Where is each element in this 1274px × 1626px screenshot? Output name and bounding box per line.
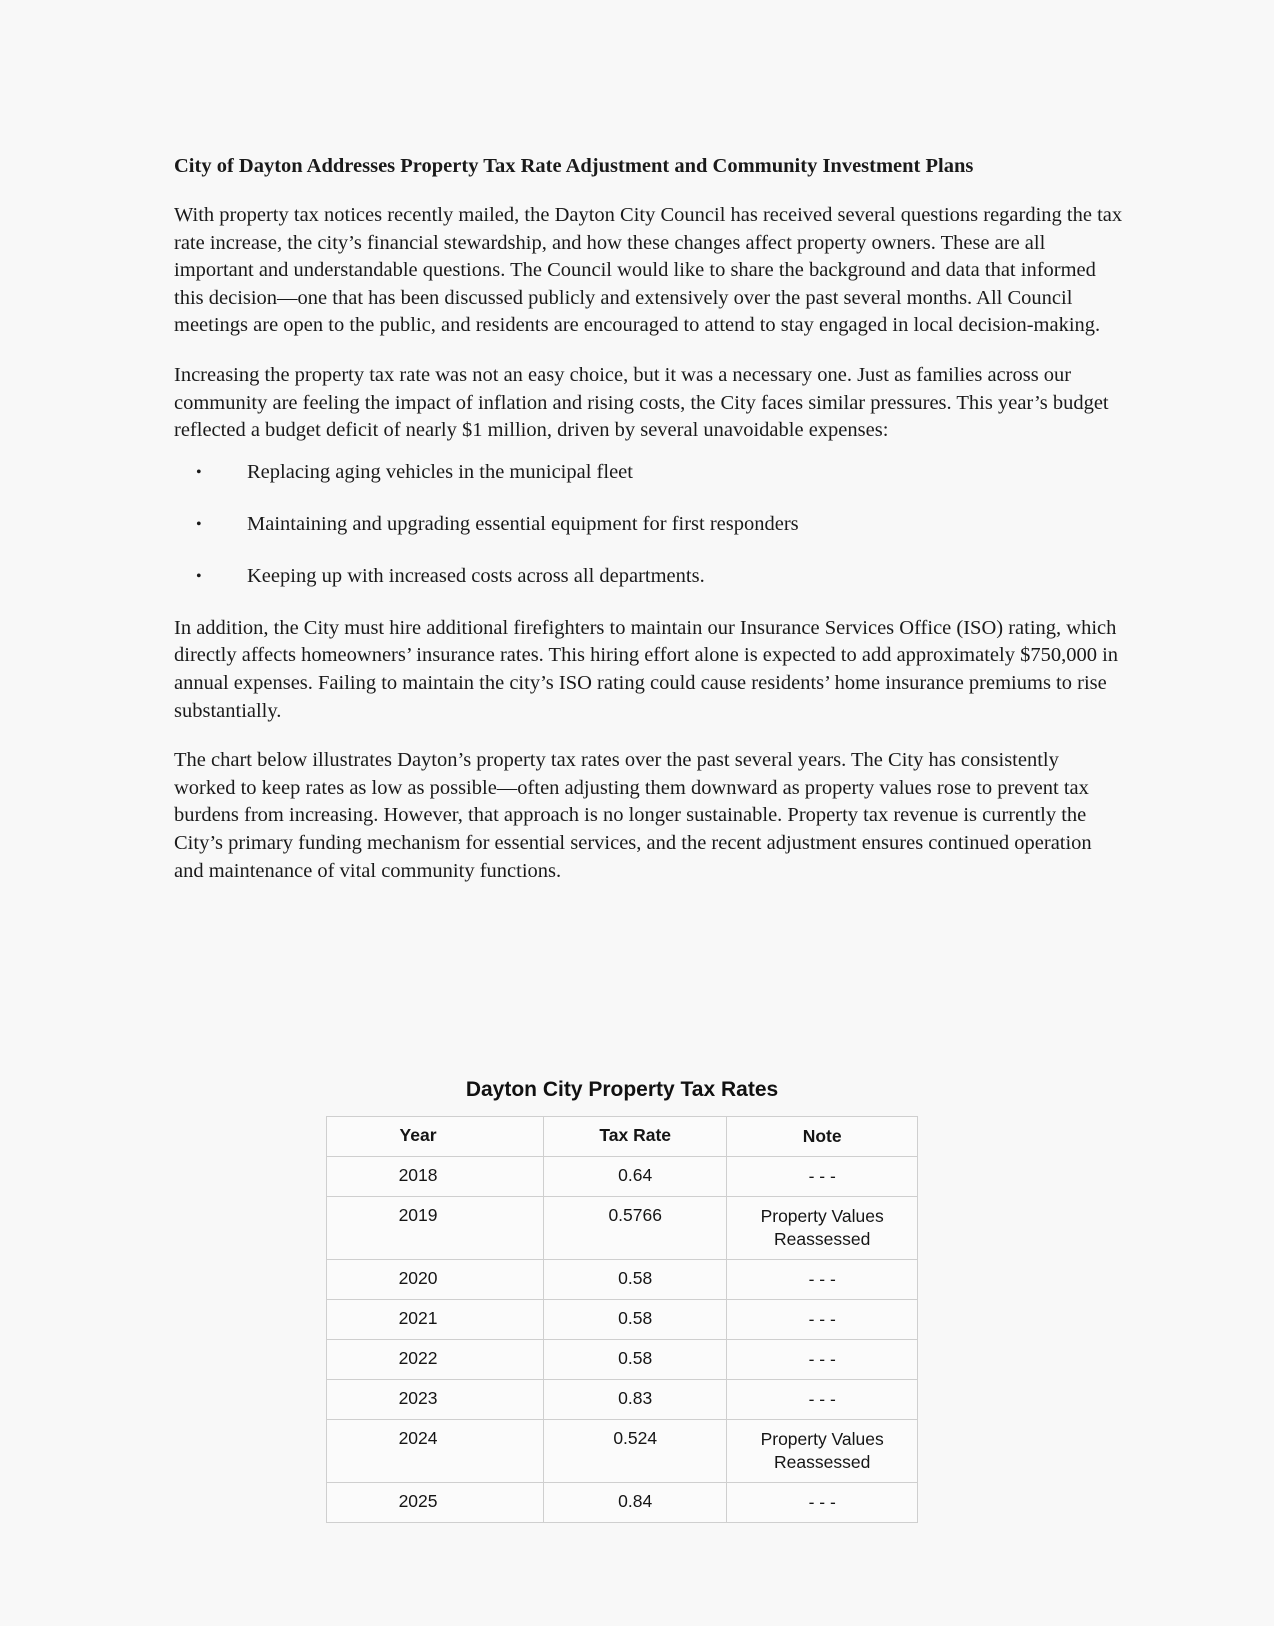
expense-list	[174, 459, 1124, 590]
table-row: 2025 0.84 - - -	[327, 1483, 918, 1523]
bullet-icon: •	[196, 515, 202, 533]
table-row: 2021 0.58 - - -	[327, 1300, 918, 1340]
paragraph-firefighters: In addition, the City must hire additional firefighters to maintain our Insurance Services Office (ISO) rating, which directly affects homeowners’ insurance rates. This hiring effort alone is expected to add approximately $750,000 in annual expenses. Failing to maintain the city’s ISO rating could cause residents’ home insurance premiums to rise substantially.	[174, 616, 1119, 722]
table-row: 2024 0.524 Property Values Reassessed	[327, 1420, 918, 1483]
paragraph-chart-intro: The chart below illustrates Dayton’s property tax rates over the past several years. The City has consistently worked to keep rates as low as possible—often adjusting them downward as property values rose to prevent tax burdens from increasing. However, that approach is no longer sustainable. Property tax revenue is currently the City’s primary funding mechanism for essential services, and the recent adjustment ensures continued operation and maintenance of vital community functions.	[174, 749, 1092, 882]
paragraph-intro: With property tax notices recently mailed, the Dayton City Council has received several questions regarding the tax rate increase, the city’s financial stewardship, and how these changes affect property owners. These are all important and understandable questions. The Council would like to share the background and data that informed this decision—one that has been discussed publicly and extensively over the past several months. All Council meetings are open to the public, and residents are encouraged to attend to stay engaged in local decision-making.	[174, 204, 1123, 337]
article-body	[174, 152, 1124, 907]
table-row: 2019 0.5766 Property Values Reassessed	[327, 1197, 918, 1260]
tax-rate-table-section	[326, 1078, 918, 1523]
table-title: Dayton City Property Tax Rates	[465, 1078, 779, 1101]
header-note: Note	[727, 1117, 918, 1157]
bullet-icon: •	[196, 463, 202, 481]
table-row: 2022 0.58 - - -	[327, 1340, 918, 1380]
table-row: 2023 0.83 - - -	[327, 1380, 918, 1420]
table-row: 2018 0.64 - - -	[327, 1157, 918, 1197]
bullet-icon: •	[196, 567, 202, 585]
paragraph-budget: Increasing the property tax rate was not an easy choice, but it was a necessary one. Just as families across our community are feeling the impact of inflation and rising costs, the City faces similar pressures. This year’s budget reflected a budget deficit of nearly $1 million, driven by several unavoidable expenses:	[174, 363, 1109, 442]
article-title: City of Dayton Addresses Property Tax Rate Adjustment and Community Investment Plans	[174, 155, 974, 177]
list-item: • Replacing aging vehicles in the municipal fleet	[174, 459, 1124, 486]
list-item: • Maintaining and upgrading essential equipment for first responders	[174, 511, 1124, 538]
header-tax-rate: Tax Rate	[544, 1117, 727, 1157]
tax-rate-table	[326, 1116, 918, 1523]
list-item: • Keeping up with increased costs across all departments.	[174, 563, 1124, 590]
table-row: 2020 0.58 - - -	[327, 1260, 918, 1300]
header-year: Year	[327, 1117, 544, 1157]
table-header-row	[327, 1117, 918, 1157]
